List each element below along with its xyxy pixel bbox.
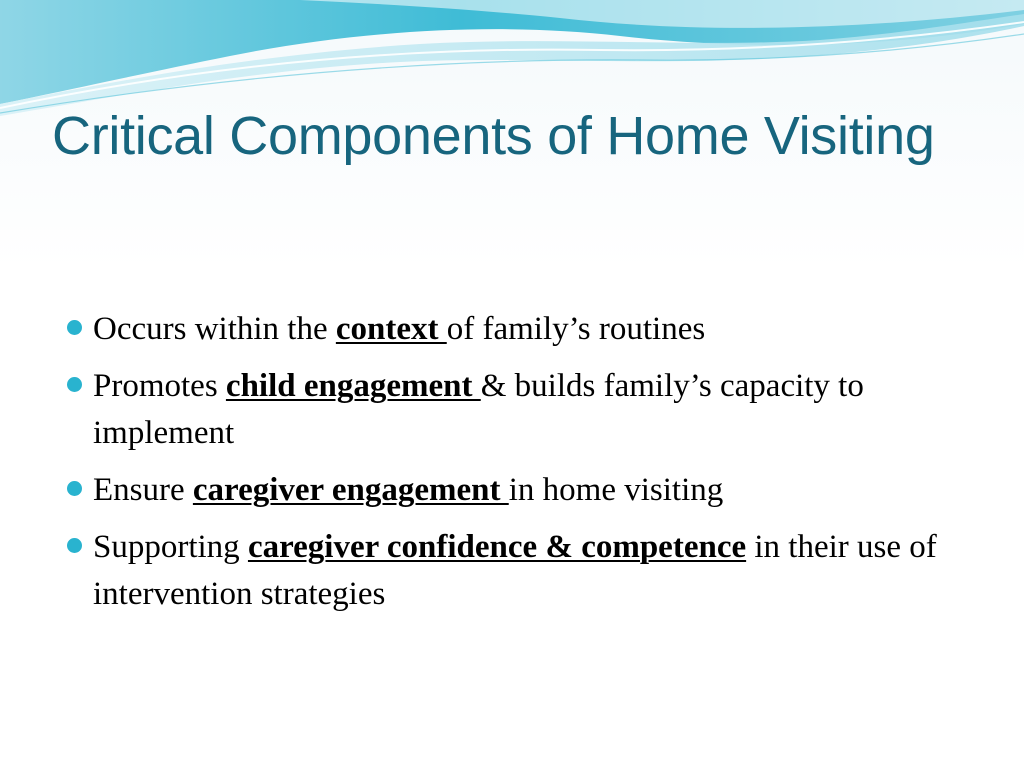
- list-item: [64, 467, 964, 514]
- list-item: [64, 363, 964, 457]
- bullet-text: in home visiting: [508, 472, 724, 508]
- bullet-dot-icon: [67, 481, 82, 496]
- bullet-emphasis: caregiver confidence & competence: [247, 529, 747, 565]
- bullet-text: & builds family’s capacity to implement: [93, 368, 864, 451]
- list-item: [64, 306, 964, 353]
- bullet-text: Supporting: [93, 529, 248, 565]
- bullet-dot-icon: [67, 377, 82, 392]
- bullet-list: [64, 306, 964, 628]
- bullet-dot-icon: [67, 538, 82, 553]
- bullet-emphasis: child engagement: [225, 368, 481, 404]
- bullet-text: Promotes: [93, 368, 226, 404]
- list-item: [64, 524, 964, 618]
- page-title: Critical Components of Home Visiting: [52, 106, 935, 166]
- bullet-dot-icon: [67, 320, 82, 335]
- bullet-text: Occurs within the: [93, 311, 336, 347]
- bullet-emphasis: caregiver engagement: [192, 472, 509, 508]
- bullet-text: of family’s routines: [446, 311, 706, 347]
- bullet-text: Ensure: [93, 472, 193, 508]
- bullet-emphasis: context: [335, 311, 447, 347]
- bullet-text: in their use of intervention strategies: [93, 529, 937, 612]
